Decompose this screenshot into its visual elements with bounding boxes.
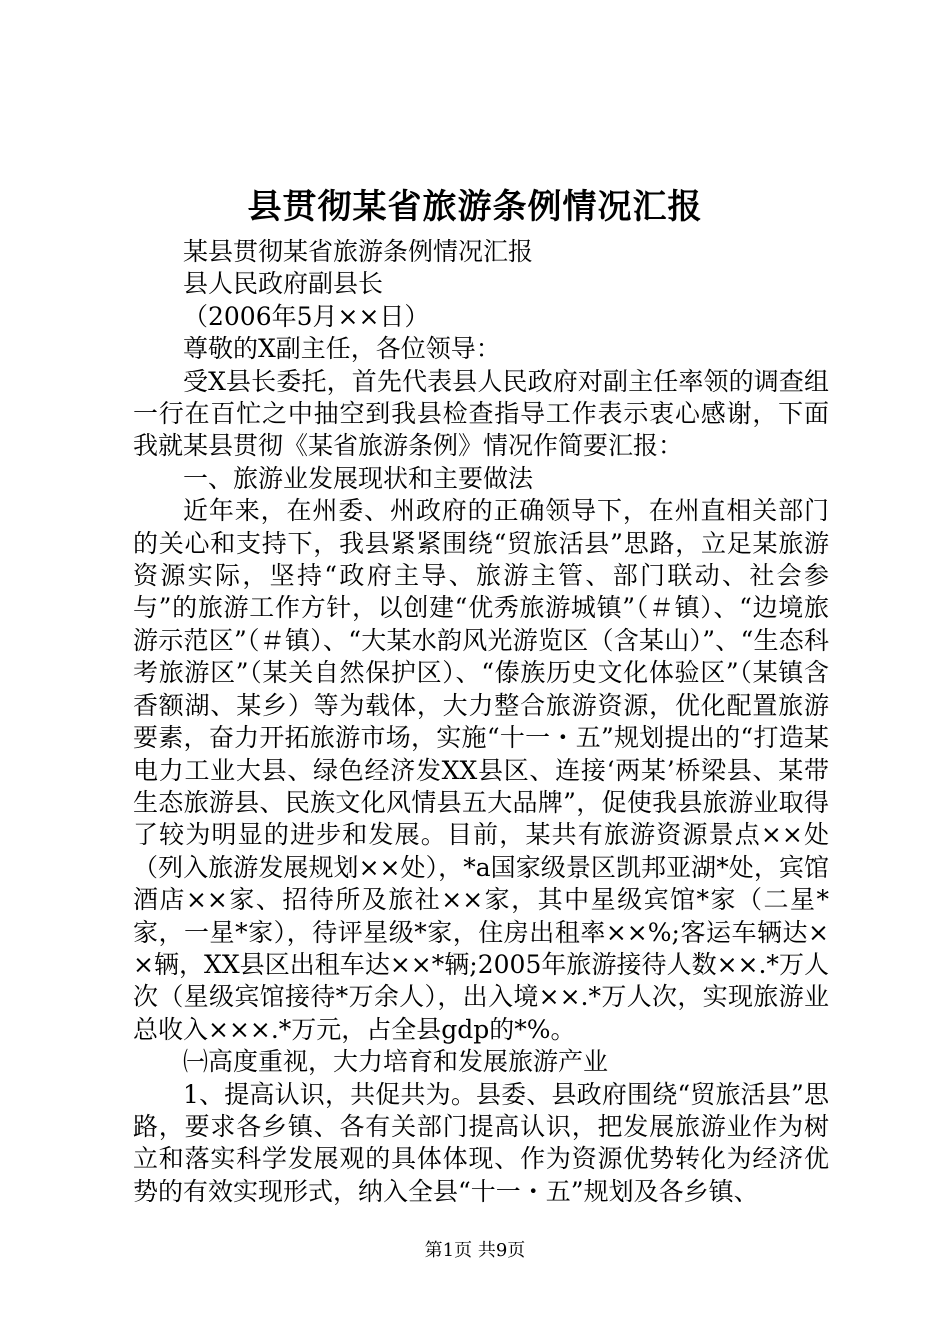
- paragraph-heading-repeat: 某县贯彻某省旅游条例情况汇报: [183, 237, 534, 266]
- paragraph-date: （2006年5月××日）: [183, 301, 430, 331]
- subsection-heading-1: ㈠高度重视，大力培育和发展旅游产业: [183, 1047, 609, 1077]
- paragraph-salutation: 尊敬的X副主任，各位领导：: [183, 334, 501, 364]
- paragraph-author: 县人民政府副县长: [183, 269, 384, 299]
- paragraph-status: 近年来，在州委、州政府的正确领导下，在州直相关部门的关心和支持下，我县紧紧围绕“贸旅活县”思路，立足某旅游资源实际，坚持“政府主导、旅游主管、部门联动、社会参与”的旅游工作方针，以创建“优秀旅游城镇”（＃镇）、“边境旅游示范区”（＃镇）、“大某水韵风光游览区（含某山）”、“生态科考旅游区”（某关自然保护区）、“傣族历史文化体验区”（某镇含香额湖、某乡）等为载体，大力整合旅游资源，优化配置旅游要素，奋力开拓旅游市场，实施“十一・五”规划提出的“打造某电力工业大县、绿色经济发XX县区、连接‘两某’桥梁县、某带生态旅游县、民族文化风情县五大品牌”，促使我县旅游业取得了较为明显的进步和发展。目前，某共有旅游资源景点××处（列入旅游发展规划××处），*a国家级景区凯邦亚湖*处，宾馆酒店××家、招待所及旅社××家，其中星级宾馆*家（二星*家，一星*家），待评星级*家，住房出租率××%;客运车辆达××辆，XX县区出租车达××*辆;2005年旅游接待人数××.*万人次（星级宾馆接待*万余人），出入境××.*万人次，实现旅游业总收入×××.*万元，占全县gdp的*%。: [133, 496, 829, 1044]
- paragraph-intro: 受X县长委托，首先代表县人民政府对副主任率领的调查组一行在百忙之中抽空到我县检查指导工作表示衷心感谢，下面我就某县贯彻《某省旅游条例》情况作简要汇报：: [133, 366, 829, 461]
- document-body: [133, 236, 829, 1208]
- document-title: 县贯彻某省旅游条例情况汇报: [247, 187, 703, 227]
- paragraph-point-1: 1、提高认识，共促共为。县委、县政府围绕“贸旅活县”思路，要求各乡镇、各有关部门提高认识，把发展旅游业作为树立和落实科学发展观的具体体现、作为资源优势转化为经济优势的有效实现形式，纳入全县“十一・五”规划及各乡镇、: [133, 1079, 829, 1206]
- section-heading-1: 一、旅游业发展现状和主要做法: [183, 463, 534, 493]
- page-footer: 第1页 共9页: [424, 1240, 526, 1261]
